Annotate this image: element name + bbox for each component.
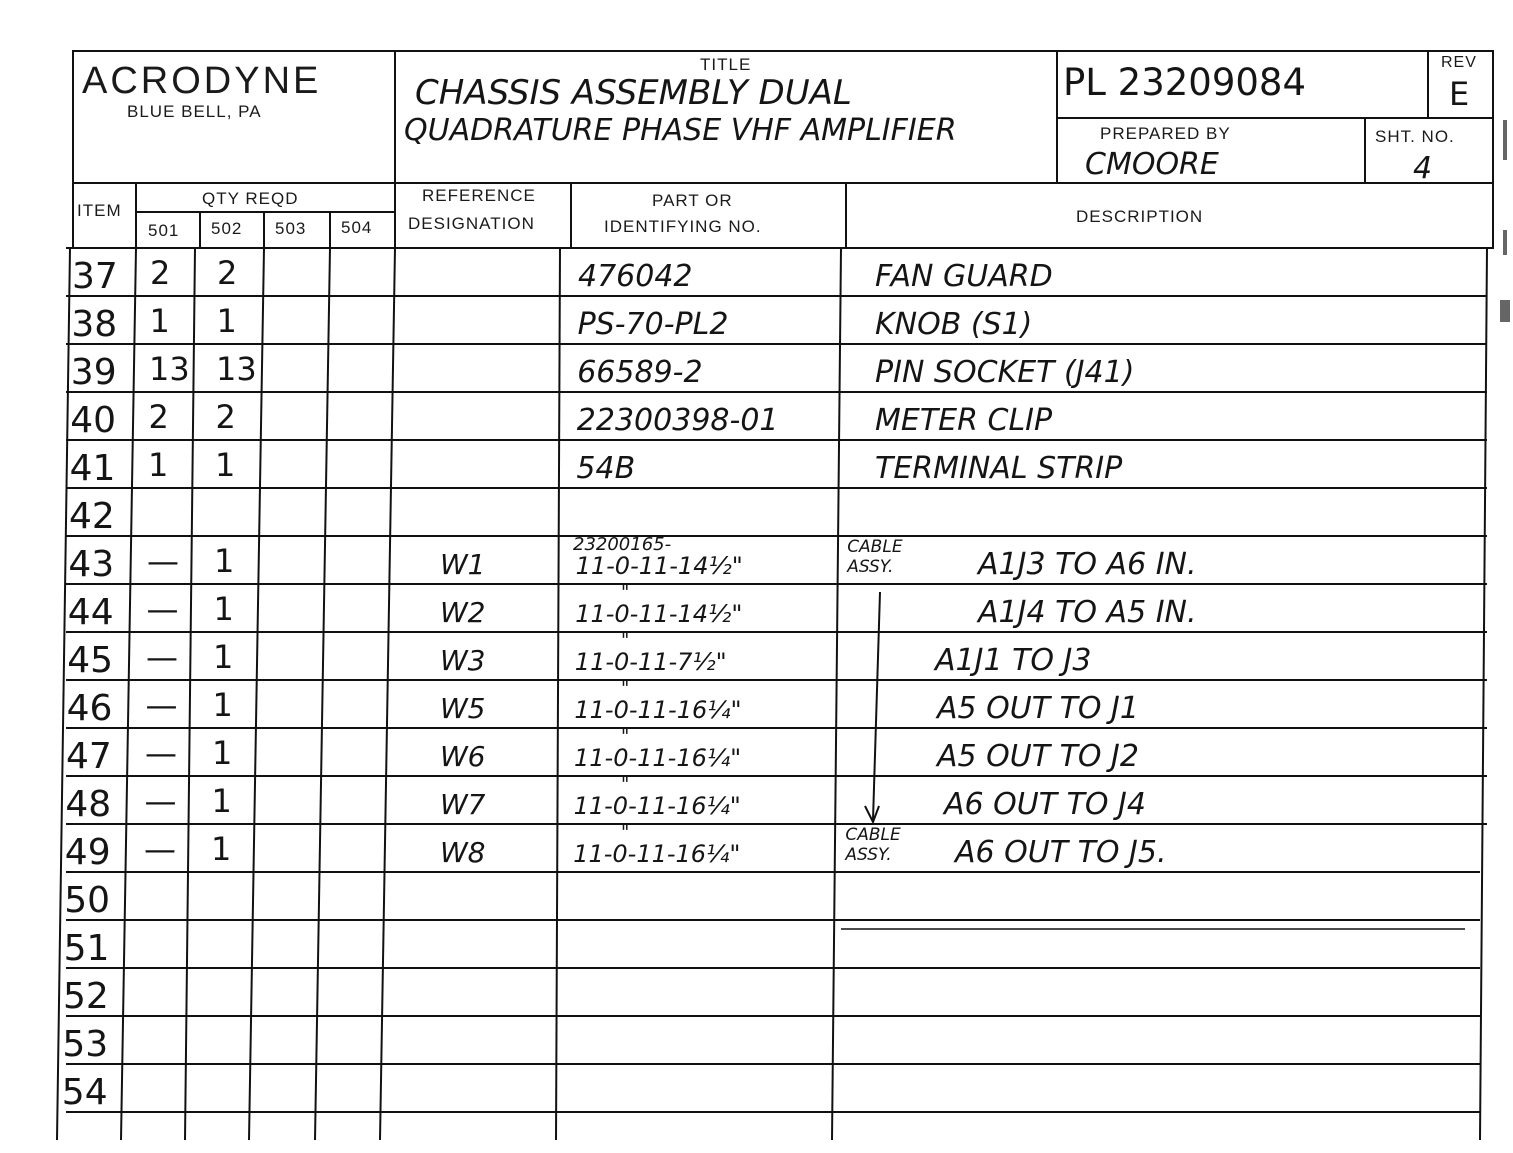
- qty-501-cell: —: [147, 542, 179, 580]
- qty-col-504: 504: [341, 218, 373, 237]
- part-number-cell: 11-0-11-7½": [574, 648, 727, 676]
- part-number-prefix: ": [621, 726, 630, 747]
- description-cell: A5 OUT TO J2: [937, 739, 1139, 774]
- part-header-line2: IDENTIFYING NO.: [604, 217, 762, 236]
- part-number-cell: 11-0-11-16¼": [573, 840, 741, 868]
- desc-prefix-line1: CABLE: [847, 537, 903, 557]
- part-list-number: PL 23209084: [1063, 61, 1307, 104]
- part-number-cell: 54B: [576, 451, 636, 486]
- item-number: 39: [70, 352, 117, 393]
- part-header-line1: PART OR: [652, 191, 733, 210]
- item-number: 43: [68, 544, 115, 585]
- desc-prefix-line1: CABLE: [845, 825, 901, 845]
- qty-502-cell: 1: [214, 542, 235, 580]
- item-number: 51: [63, 928, 110, 969]
- part-number-prefix: ": [621, 582, 630, 603]
- qty-col-502: 502: [211, 219, 243, 238]
- reference-designation-cell: W7: [440, 788, 486, 821]
- item-number: 50: [64, 880, 111, 921]
- part-number-cell: 11-0-11-14½": [575, 600, 743, 628]
- qty-502-cell: 1: [211, 782, 232, 820]
- part-number-prefix: 23200165-: [573, 534, 672, 555]
- qty-502-cell: 1: [212, 734, 233, 772]
- table-grid: [57, 248, 1487, 1140]
- qty-502-cell: 1: [212, 686, 233, 724]
- title-line-2: QUADRATURE PHASE VHF AMPLIFIER: [404, 113, 957, 148]
- title-label: TITLE: [700, 55, 752, 74]
- description-cell: A6 OUT TO J5.: [955, 835, 1167, 870]
- margin-marks: [1500, 120, 1510, 322]
- parts-table-rows: [62, 254, 1197, 1113]
- part-number-prefix: ": [621, 678, 630, 699]
- qty-501-cell: —: [144, 782, 177, 820]
- qty-col-501: 501: [148, 221, 180, 240]
- part-number-prefix: ": [621, 630, 630, 651]
- company-name: ACRODYNE: [82, 60, 322, 102]
- item-number: 42: [69, 496, 115, 537]
- description-cell: A6 OUT TO J4: [944, 787, 1146, 822]
- reference-designation-cell: W6: [440, 740, 486, 773]
- qty-reqd-header: QTY REQD: [202, 189, 299, 208]
- sheet-number-value: 4: [1413, 151, 1433, 186]
- part-number-cell: 22300398-01: [576, 403, 779, 438]
- description-cell: TERMINAL STRIP: [875, 451, 1123, 486]
- item-number: 47: [66, 736, 112, 777]
- part-number-prefix: ": [621, 822, 630, 843]
- item-number: 41: [69, 448, 116, 489]
- reference-designation-cell: W5: [440, 692, 486, 725]
- item-number: 37: [72, 256, 118, 297]
- reference-designation-cell: W1: [440, 548, 486, 581]
- title-line-1: CHASSIS ASSEMBLY DUAL: [415, 73, 852, 113]
- item-number: 52: [63, 976, 109, 1017]
- part-number-prefix: ": [621, 774, 630, 795]
- item-number: 54: [61, 1072, 108, 1113]
- description-cell: A1J4 TO A5 IN.: [978, 595, 1197, 630]
- qty-501-cell: 1: [149, 302, 170, 340]
- part-number-cell: 66589-2: [577, 355, 703, 390]
- column-line: [380, 248, 395, 1140]
- item-number: 53: [62, 1024, 109, 1065]
- description-cell: A1J1 TO J3: [935, 643, 1092, 678]
- rev-label: REV: [1441, 54, 1477, 71]
- desc-prefix-line2: ASSY.: [845, 845, 892, 865]
- part-number-cell: 476042: [578, 259, 693, 294]
- description-cell: KNOB (S1): [875, 307, 1033, 342]
- qty-502-cell: 1: [213, 638, 234, 676]
- part-number-cell: PS-70-PL2: [577, 307, 729, 342]
- qty-502-cell: 13: [216, 350, 257, 388]
- sheet-number-label: SHT. NO.: [1375, 127, 1455, 146]
- item-number: 44: [67, 592, 114, 633]
- company-location: BLUE BELL, PA: [127, 102, 262, 121]
- qty-501-cell: —: [145, 686, 178, 724]
- prepared-by-label: PREPARED BY: [1100, 124, 1231, 143]
- description-cell: PIN SOCKET (J41): [875, 355, 1135, 390]
- reference-header-line1: REFERENCE: [422, 186, 536, 205]
- part-number-cell: 11-0-11-16¼": [574, 696, 742, 724]
- qty-501-cell: —: [145, 734, 177, 772]
- description-cell: A1J3 TO A6 IN.: [978, 547, 1197, 582]
- reference-header-line2: DESIGNATION: [408, 214, 535, 233]
- column-line: [556, 248, 560, 1140]
- reference-designation-cell: W2: [440, 596, 486, 629]
- qty-501-cell: 1: [148, 446, 169, 484]
- column-line: [315, 248, 330, 1140]
- item-number: 45: [67, 640, 114, 681]
- column-line: [121, 248, 136, 1140]
- item-number: 46: [66, 688, 113, 729]
- part-number-cell: 11-0-11-16¼": [573, 792, 741, 820]
- item-number: 40: [70, 400, 117, 441]
- qty-col-503: 503: [275, 219, 307, 238]
- item-column-header: ITEM: [77, 201, 122, 220]
- qty-502-cell: 2: [217, 254, 238, 292]
- qty-501-cell: 2: [148, 398, 169, 436]
- qty-502-cell: 1: [211, 830, 232, 868]
- part-number-cell: 11-0-11-16¼": [574, 744, 742, 772]
- reference-designation-cell: W3: [440, 644, 486, 677]
- description-cell: FAN GUARD: [875, 259, 1053, 294]
- prepared-by-value: CMOORE: [1085, 147, 1219, 182]
- qty-501-cell: 2: [150, 254, 171, 292]
- description-cell: A5 OUT TO J1: [937, 691, 1139, 726]
- qty-502-cell: 1: [215, 446, 236, 484]
- qty-502-cell: 1: [213, 590, 234, 628]
- qty-501-cell: —: [146, 638, 178, 676]
- column-line: [832, 248, 841, 1140]
- qty-501-cell: —: [144, 830, 176, 868]
- rev-value: E: [1449, 75, 1470, 113]
- item-number: 38: [71, 304, 118, 345]
- desc-prefix-line2: ASSY.: [847, 557, 894, 577]
- item-number: 49: [64, 832, 111, 873]
- qty-501-cell: —: [146, 590, 179, 628]
- description-cell: METER CLIP: [875, 403, 1053, 438]
- part-number-cell: 11-0-11-14½": [575, 552, 743, 580]
- column-line: [1480, 248, 1487, 1140]
- qty-502-cell: 1: [216, 302, 237, 340]
- qty-502-cell: 2: [215, 398, 236, 436]
- cable-assy-bracket-arrow: [865, 592, 880, 822]
- description-header: DESCRIPTION: [1076, 207, 1204, 226]
- qty-501-cell: 13: [149, 350, 190, 388]
- item-number: 48: [65, 784, 112, 825]
- reference-designation-cell: W8: [440, 836, 486, 869]
